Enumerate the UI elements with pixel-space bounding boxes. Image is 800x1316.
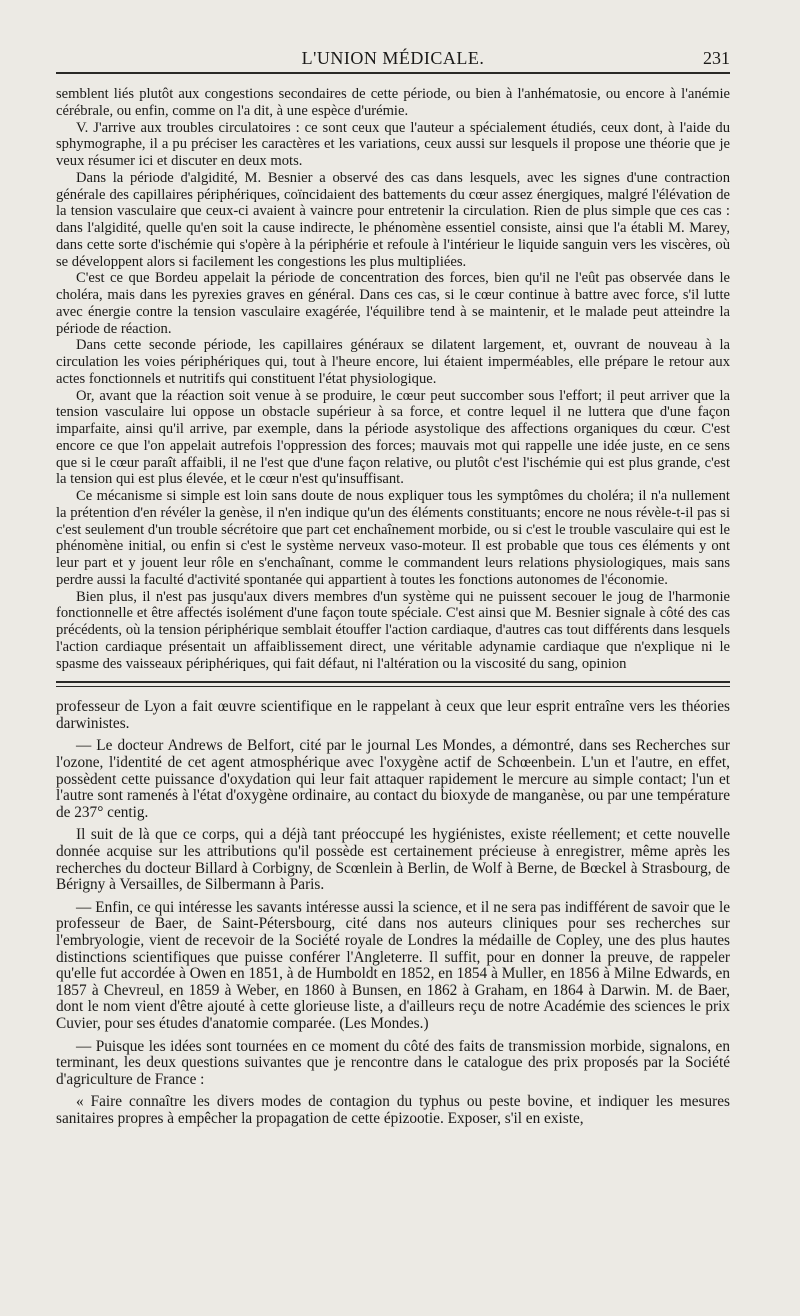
- page-header: [56, 44, 730, 74]
- paragraph: Ce mécanisme si simple est loin sans doute de nous expliquer tous les symptômes du choléra; il n'a nullement la prétention d'en révéler la genèse, il n'en indique qu'un des éléments constituants; encore ne nous révèle-t-il pas si c'est seulement d'un trouble sécrétoire que part cet enchaînement morbide, ou si c'est le trouble vasculaire qui est le phénomène initial, ou enfin si c'est le système nerveux vaso-moteur. Il est probable que tous ces éléments y ont leur part et y jouent leur rôle en s'enchaînant, comme le commandent leurs relations physiologiques, mais sans perdre aussi la faculté d'activité spontanée qui appartient à toutes les fonctions autonomes de l'économie.: [56, 488, 730, 588]
- paragraph: Dans la période d'algidité, M. Besnier a observé des cas dans lesquels, avec les signes d'une contraction générale des capillaires périphériques, coïncidaient des battements du cœur assez énergiques, malgré l'élévation de la tension vasculaire que ceux-ci avaient à vaincre pour entretenir la circulation. Rien de plus simple que ces cas : dans l'algidité, quelle qu'en soit la cause indirecte, le phénomène essentiel consiste, ainsi que l'a établi M. Marey, dans cette sorte d'ischémie qui s'opère à la périphérie et refoule à l'intérieur le liquide sanguin vers les viscères, où se développent alors si facilement les congestions les plus multipliées.: [56, 169, 730, 270]
- paragraph: Or, avant que la réaction soit venue à se produire, le cœur peut succomber sous l'effort; il peut arriver que la tension vasculaire lui oppose un obstacle supérieur à sa force, et contre lequel il ne luttera que d'une façon imparfaite, ainsi qu'il arrive, par exemple, dans la période asystolique des affections organiques du cœur. C'est encore ce que l'on appelait autrefois l'oppression des forces; mauvais mot qui rappelle une idée juste, en ce sens que si le cœur paraît affaibli, il ne l'est que d'une façon relative, ou plutôt c'est l'ischémie qui est plus grande, c'est la tension qui est plus élevée, et le cœur n'est qu'insuffisant.: [56, 387, 730, 488]
- paragraph: — Enfin, ce qui intéresse les savants intéresse aussi la science, et il ne sera pas indifférent de savoir que le professeur de Baer, de Saint-Pétersbourg, cité dans nos auteurs cliniques pour ses recherches sur l'embryologie, vient de recevoir de la Société royale de Londres la médaille de Copley, une des plus hautes distinctions scientifiques que puisse conférer l'Angleterre. Il suffit, pour en donner la preuve, de rappeler qu'elle fut accordée à Owen en 1851, à de Humboldt en 1852, en 1854 à Muller, en 1856 à Milne Edwards, en 1857 à Chevreul, en 1859 à Weber, en 1860 à Bunsen, en 1862 à Graham, en 1864 à Darwin. M. de Baer, dont le nom vient d'être ajouté à cette glorieuse liste, a d'ailleurs reçu de notre Académie des sciences le prix Cuvier, pour ses études d'anatomie comparée. (Les Mondes.): [56, 898, 730, 1032]
- paragraph: — Puisque les idées sont tournées en ce moment du côté des faits de transmission morbide, signalons, en terminant, les deux questions suivantes que je rencontre dans le catalogue des prix proposés par la Société d'agriculture de France :: [56, 1037, 730, 1088]
- paragraph: Bien plus, il n'est pas jusqu'aux divers membres d'un système qui ne puissent secouer le joug de l'harmonie fonctionnelle et être affectés isolément d'une façon toute spéciale. C'est ainsi que M. Besnier signale à côté des cas précédents, où la tension périphérique semblait étouffer l'action cardiaque, d'autres cas tout différents dans lesquels l'action cardiaque présentait un affaiblissement direct, une véritable adynamie cardiaque que n'explique ni le spasme des vaisseaux périphériques, qui fait défaut, ni l'altération ou la viscosité du sang, opinion: [56, 588, 730, 672]
- main-article: [56, 86, 730, 672]
- feuilleton: [56, 699, 730, 1127]
- paragraph: Il suit de là que ce corps, qui a déjà tant préoccupé les hygiénistes, existe réellement; et cette nouvelle donnée acquise sur les attributions qu'il possède est certainement précieuse à enregistrer, même après les recherches du docteur Billard à Corbigny, de Scœnlein à Berlin, de Wolf à Berne, de Bœckel à Strasbourg, de Bérigny à Versailles, de Silbermann à Paris.: [56, 826, 730, 894]
- page-number: 231: [703, 48, 730, 68]
- paragraph: — Le docteur Andrews de Belfort, cité par le journal Les Mondes, a démontré, dans ses Recherches sur l'ozone, l'identité de cet agent atmosphérique avec l'oxygène actif de Schœenbein. L'un et l'autre, en effet, possèdent cette puissance d'oxydation qui leur fait attaquer rapidement le mercure au simple contact; l'un et l'autre sont ramenés à l'état d'oxygène ordinaire, au contact du bioxyde de manganèse, ou par une température de 237° centig.: [56, 737, 730, 821]
- paragraph: Dans cette seconde période, les capillaires généraux se dilatent largement, et, ouvrant de nouveau à la circulation les voies périphériques qui, tout à l'heure encore, lui étaient imperméables, elle prépare le retour aux actes fonctionnels et nutritifs qui constituent l'état physiologique.: [56, 337, 730, 387]
- paragraph: V. J'arrive aux troubles circulatoires : ce sont ceux que l'auteur a spécialement étudiés, ceux dont, à l'aide du sphymographe, il a pu préciser les caractères et les variations, ceux aussi sur lesquels il propose une théorie que je veux résumer ici et discuter en deux mots.: [56, 119, 730, 169]
- paragraph: professeur de Lyon a fait œuvre scientifique en le rappelant à ceux que leur esprit entraîne vers les théories darwinistes.: [56, 698, 730, 732]
- paragraph: « Faire connaître les divers modes de contagion du typhus ou peste bovine, et indiquer les mesures sanitaires propres à empêcher la propagation de cette épizootie. Exposer, s'il en existe,: [56, 1093, 730, 1127]
- running-title: L'UNION MÉDICALE.: [301, 48, 485, 68]
- paragraph: C'est ce que Bordeu appelait la période de concentration des forces, bien qu'il ne l'eût pas observée dans le choléra, mais dans les pyrexies graves en général. Dans ces cas, si le cœur continue à battre avec force, s'il lutte avec énergie contre la tension vasculaire exagérée, l'équilibre tend à se maintenir, et le malade peut atteindre la période de réaction.: [56, 270, 730, 337]
- section-divider: [56, 681, 730, 687]
- paragraph: semblent liés plutôt aux congestions secondaires de cette période, ou bien à l'anhématosie, ou encore à l'anémie cérébrale, ou enfin, comme on l'a dit, à une espèce d'urémie.: [56, 86, 730, 119]
